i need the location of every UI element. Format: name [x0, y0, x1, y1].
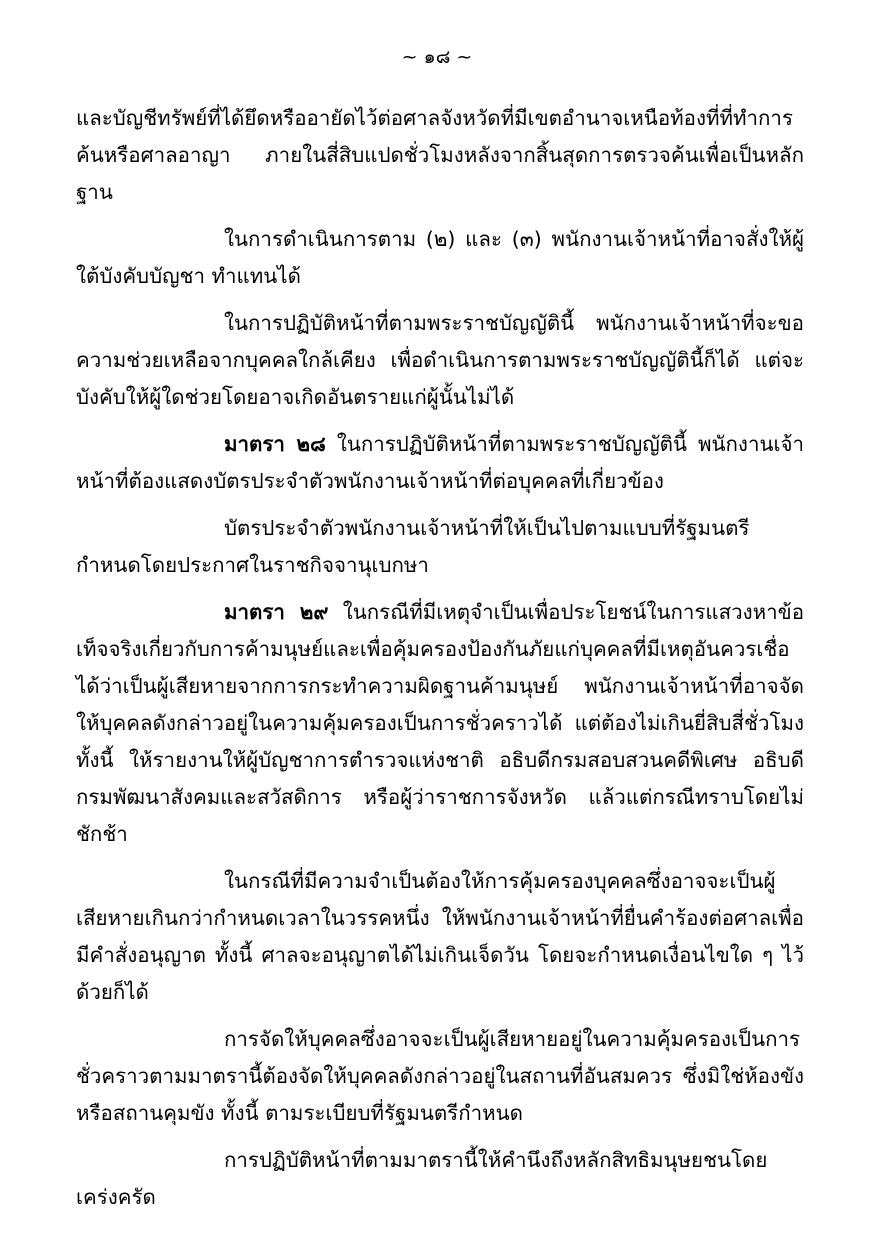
paragraph-delegation [76, 221, 804, 295]
paragraph-text: การจัดให้บุคคลซึ่งอาจจะเป็นผู้เสียหายอยู่ในความคุ้มครองเป็นการชั่วคราวตามมาตรานี้ต้องจัดให้บุคคลดังกล่าวอยู่ในสถานที่อันสมควร ซึ่งมิใช่ห้องขังหรือสถานคุมขัง ทั้งนี้ ตามระเบียบที่รัฐมนตรีกำหนด [76, 1027, 804, 1125]
paragraph-text: ในการดำเนินการตาม (๒) และ (๓) พนักงานเจ้าหน้าที่อาจสั่งให้ผู้ใต้บังคับบัญชา ทำแทนได้ [76, 227, 804, 288]
section-label: มาตรา ๒๘ [224, 432, 326, 456]
page-number: ~ ๑๘ ~ [401, 46, 473, 68]
paragraph-text: ในการปฏิบัติหน้าที่ตามพระราชบัญญัตินี้ พนักงานเจ้าหน้าที่ต้องแสดงบัตรประจำตัวพนักงานเจ้าหน้าที่ต่อบุคคลที่เกี่ยวข้อง [76, 432, 804, 493]
paragraph-human-rights [76, 1142, 804, 1216]
paragraph-search-record-continuation [76, 100, 804, 211]
section-29 [76, 594, 804, 853]
paragraph-text: ในกรณีที่มีความจำเป็นต้องให้การคุ้มครองบุคคลซึ่งอาจจะเป็นผู้เสียหายเกินกว่ากำหนดเวลาในวรรคหนึ่ง ให้พนักงานเจ้าหน้าที่ยื่นคำร้องต่อศาลเพื่อมีคำสั่งอนุญาต ทั้งนี้ ศาลจะอนุญาตได้ไม่เกินเจ็ดวัน โดยจะกำหนดเงื่อนไขใด ๆ ไว้ด้วยก็ได้ [76, 869, 804, 1004]
paragraph-text: ในการปฏิบัติหน้าที่ตามพระราชบัญญัตินี้ พนักงานเจ้าหน้าที่จะขอความช่วยเหลือจากบุคคลใกล้เคียง เพื่อดำเนินการตามพระราชบัญญัตินี้ก็ได้ แต่จะบังคับให้ผู้ใดช่วยโดยอาจเกิดอันตรายแก่ผู้นั้นไม่ได้ [76, 311, 804, 409]
paragraph-assistance [76, 305, 804, 416]
section-28 [76, 426, 804, 500]
paragraph-id-card [76, 510, 804, 584]
paragraph-text: และบัญชีทรัพย์ที่ได้ยึดหรืออายัดไว้ต่อศาลจังหวัดที่มีเขตอำนาจเหนือท้องที่ที่ทำการค้นหรือศาลอาญา ภายในสี่สิบแปดชั่วโมงหลังจากสิ้นสุดการตรวจค้นเพื่อเป็นหลักฐาน [76, 106, 804, 204]
section-label: มาตรา ๒๙ [224, 600, 329, 624]
document-body [76, 100, 804, 1226]
paragraph-court-order [76, 863, 804, 1011]
paragraph-text: การปฏิบัติหน้าที่ตามมาตรานี้ให้คำนึงถึงหลักสิทธิมนุษยชนโดยเคร่งครัด [76, 1148, 768, 1209]
paragraph-protection-place [76, 1021, 804, 1132]
paragraph-text: ในกรณีที่มีเหตุจำเป็นเพื่อประโยชน์ในการแสวงหาข้อเท็จจริงเกี่ยวกับการค้ามนุษย์และเพื่อคุ้มครองป้องกันภัยแก่บุคคลที่มีเหตุอันควรเชื่อได้ว่าเป็นผู้เสียหายจากการกระทำความผิดฐานค้ามนุษย์ พนักงานเจ้าหน้าที่อาจจัดให้บุคคลดังกล่าวอยู่ในความคุ้มครองเป็นการชั่วคราวได้ แต่ต้องไม่เกินยี่สิบสี่ชั่วโมง ทั้งนี้ ให้รายงานให้ผู้บัญชาการตำรวจแห่งชาติ อธิบดีกรมสอบสวนคดีพิเศษ อธิบดีกรมพัฒนาสังคมและสวัสดิการ หรือผู้ว่าราชการจังหวัด แล้วแต่กรณีทราบโดยไม่ชักช้า [76, 600, 804, 846]
paragraph-text: บัตรประจำตัวพนักงานเจ้าหน้าที่ให้เป็นไปตามแบบที่รัฐมนตรีกำหนดโดยประกาศในราชกิจจานุเบกษา [76, 516, 750, 577]
